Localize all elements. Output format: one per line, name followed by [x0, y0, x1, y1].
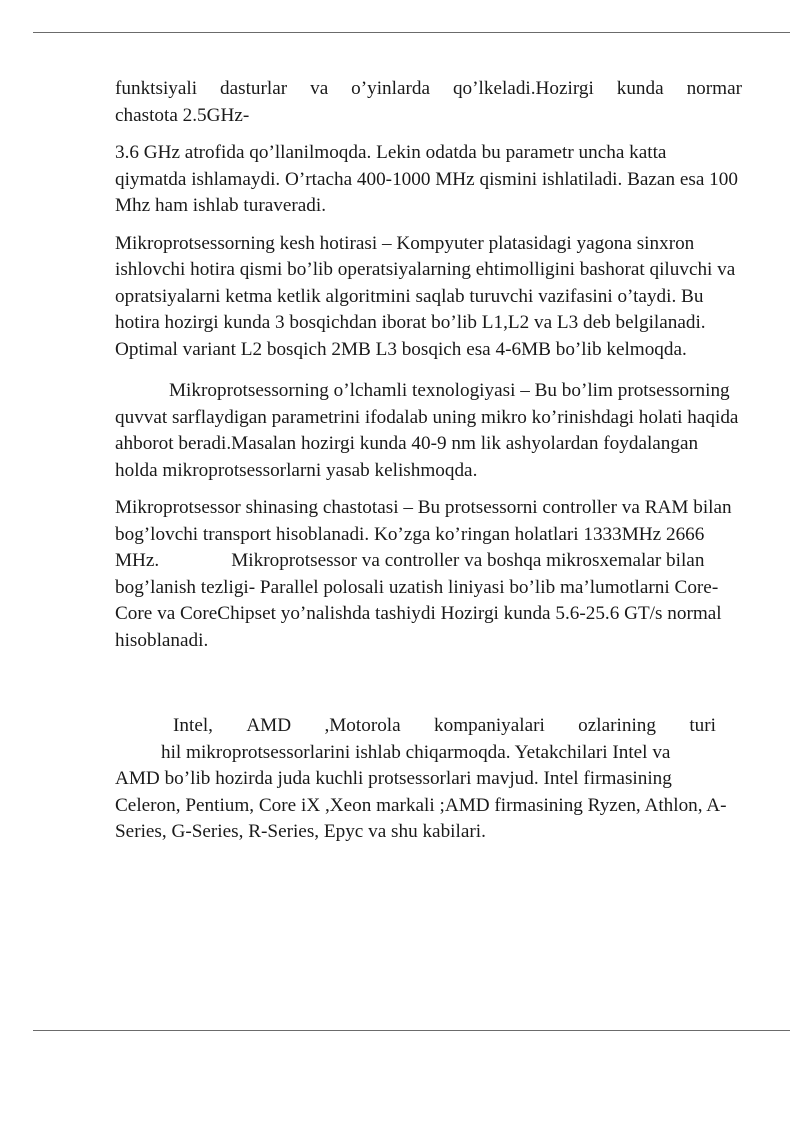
word-amd: AMD — [246, 715, 292, 736]
paragraph-5-part-2: Mikroprotsessor va controller va boshqa mikrosxemalar bilan bog’lanish tezligi- Parallel polosali uzatish liniyasi bo’lib ma’lumotlarni Core-Core va CoreChipset yo’nalishda tashiydi Hozirgi kunda 5.6-25.6 GT/s normal hisoblanadi. — [115, 550, 722, 651]
paragraph-1 — [115, 76, 742, 129]
paragraph-1-line-2: chastota 2.5GHz- — [115, 104, 250, 126]
word-intel: Intel, — [173, 715, 213, 736]
paragraph-5 — [115, 495, 742, 654]
paragraph-3: Mikroprotsessorning kesh hotirasi – Kompyuter platasidagi yagona sinxron ishlovchi hotira qismi bo’lib operatsiyalarning ehtimolligini bashorat qiluvchi va opratsiyalarni ketma ketlik algoritmini saqlab turuvchi vazifasini o’taydi. Bu hotira hozirgi kunda 3 bosqichdan iborat bo’lib L1,L2 va L3 deb belgilanadi. Optimal variant L2 bosqich 2MB L3 bosqich esa 4-6MB bo’lib kelmoqda. — [115, 232, 736, 360]
paragraph-6-line-1 — [115, 713, 742, 740]
paragraph-5-part-1: Mikroprotsessor shinasing chastotasi – Bu protsessorni controller va RAM bilan bog’lovchi transport hisoblanadi. Ko’zga ko’ringan holatlari 1333MHz 2666 MHz. — [115, 497, 732, 571]
word-turi: turi — [689, 715, 716, 736]
paragraph-6 — [115, 713, 742, 846]
paragraph-6-line-2: hil mikroprotsessorlarini ishlab chiqarmoqda. Yetakchilari Intel va — [161, 741, 671, 763]
paragraph-4: Mikroprotsessorning o’lchamli texnologiyasi – Bu bo’lim protsessorning quvvat sarflaydigan parametrini ifodalab uning mikro ko’rinishdagi holati haqida ahborot beradi.Masalan hozirgi kunda 40-9 nm lik ashyolardan foydalangan holda mikroprotsessorlarni yasab kelishmoqda. — [115, 380, 739, 481]
paragraph-6-rest: AMD bo’lib hozirda juda kuchli protsessorlari mavjud. Intel firmasining Celeron, Pentium, Core iX ,Xeon markali ;AMD firmasining Ryzen, Athlon, A-Series, G-Series, R-Series, Epyc va shu kabilari. — [115, 768, 727, 842]
document-body — [115, 76, 742, 857]
paragraph-2: 3.6 GHz atrofida qo’llanilmoqda. Lekin odatda bu parametr uncha katta qiymatda ishlamaydi. O’rtacha 400-1000 MHz qismini ishlatiladi. Bazan esa 100 Mhz ham ishlab turaveradi. — [115, 142, 738, 216]
word-ozlarining: ozlarining — [578, 715, 656, 736]
word-kompaniyalari: kompaniyalari — [434, 715, 545, 736]
paragraph-1-line-1: funktsiyali dasturlar va o’yinlarda qo’lkeladi.Hozirgi kunda normar — [115, 78, 742, 99]
header-divider — [33, 32, 790, 33]
footer-divider — [33, 1030, 790, 1031]
word-motorola: ,Motorola — [324, 715, 401, 736]
